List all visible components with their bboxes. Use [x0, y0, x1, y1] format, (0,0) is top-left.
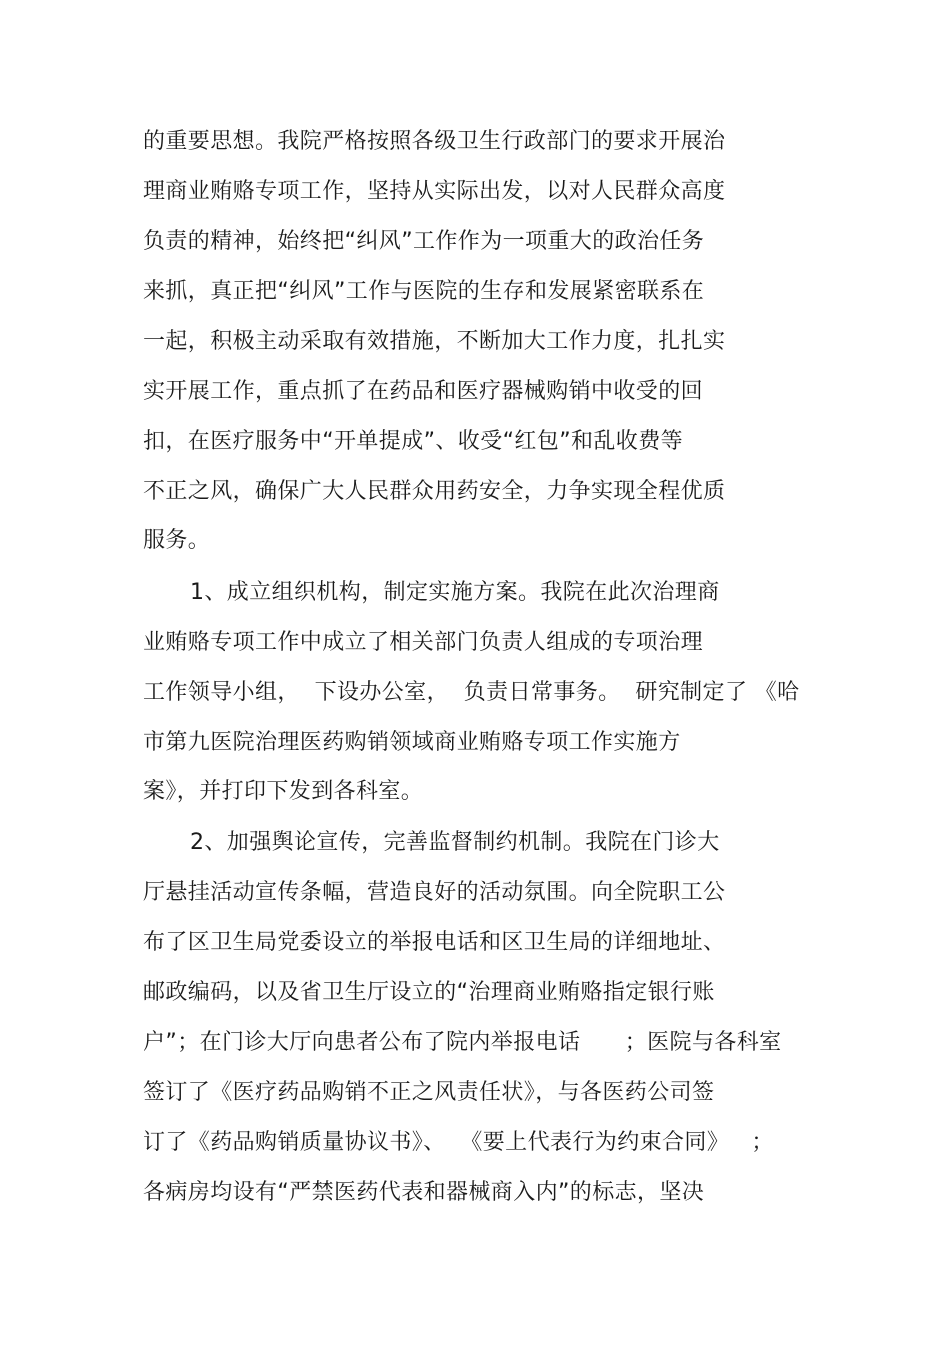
text-line: 服务。	[143, 528, 211, 553]
text-line: 一起，积极主动采取有效措施，不断加大工作力度，扎扎实	[143, 329, 726, 354]
text-line: 实开展工作，重点抓了在药品和医疗器械购销中收受的回	[143, 379, 704, 404]
text-line: 不正之风，确保广大人民群众用药安全，力争实现全程优质	[143, 479, 726, 504]
text-line: 工作领导小组， 下设办公室， 负责日常事务。 研究制定了 《哈	[143, 680, 800, 705]
text-line: 户”；在门诊大厅向患者公布了院内举报电话 ；医院与各科室	[143, 1030, 782, 1055]
text-line: 业贿赂专项工作中成立了相关部门负责人组成的专项治理	[143, 630, 704, 655]
text-line: 布了区卫生局党委设立的举报电话和区卫生局的详细地址、	[143, 930, 726, 955]
text-line: 的重要思想。我院严格按照各级卫生行政部门的要求开展治	[143, 129, 726, 154]
text-line: 理商业贿赂专项工作，坚持从实际出发，以对人民群众高度	[143, 179, 726, 204]
paragraph-first-line: 1、成立组织机构，制定实施方案。我院在此次治理商	[190, 580, 720, 605]
text-line: 案》，并打印下发到各科室。	[143, 779, 424, 804]
text-line: 厅悬挂活动宣传条幅，营造良好的活动氛围。向全院职工公	[143, 880, 726, 905]
text-line: 市第九医院治理医药购销领域商业贿赂专项工作实施方	[143, 730, 681, 755]
text-line: 扣，在医疗服务中“开单提成”、收受“红包”和乱收费等	[143, 429, 683, 454]
text-line: 签订了《医疗药品购销不正之风责任状》，与各医药公司签	[143, 1080, 715, 1105]
text-line: 订了《药品购销质量协议书》、 《要上代表行为约束合同》 ；	[143, 1130, 774, 1155]
text-line: 来抓，真正把“纠风”工作与医院的生存和发展紧密联系在	[143, 279, 705, 304]
text-line: 邮政编码，以及省卫生厅设立的“治理商业贿赂指定银行账	[143, 980, 715, 1005]
paragraph-first-line: 2、加强舆论宣传，完善监督制约机制。我院在门诊大	[190, 830, 720, 855]
text-line: 负责的精神，始终把“纠风”工作作为一项重大的政治任务	[143, 229, 705, 254]
text-line: 各病房均设有“严禁医药代表和器械商入内”的标志，坚决	[143, 1180, 705, 1205]
